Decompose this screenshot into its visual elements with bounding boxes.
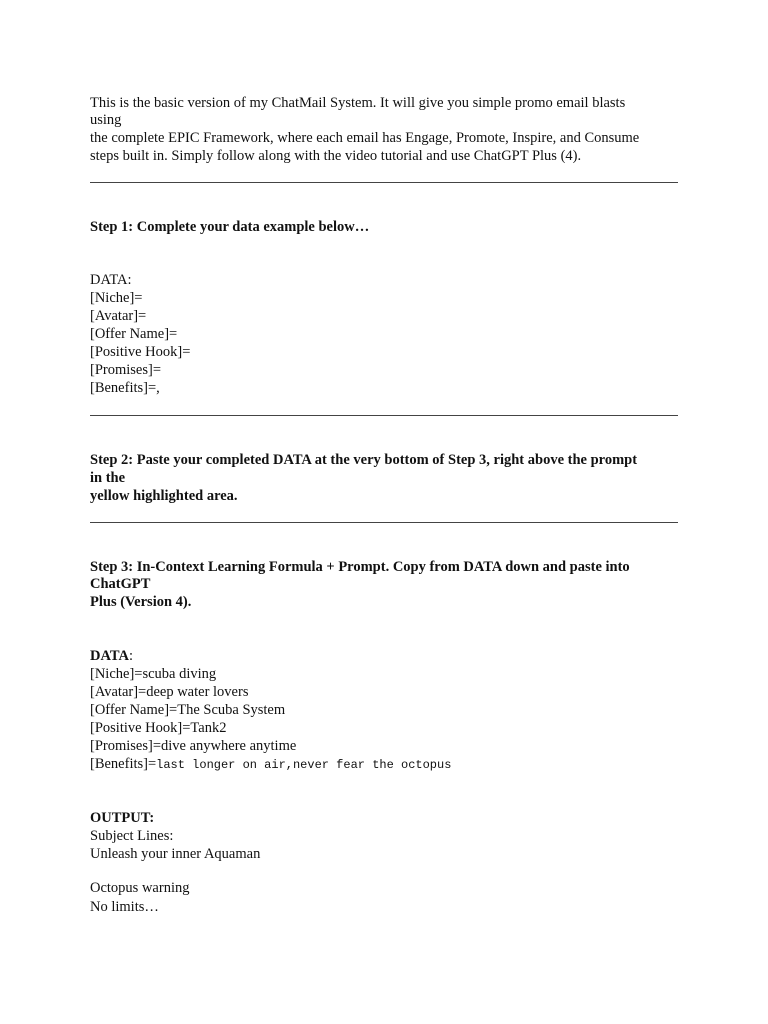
- subject-line: Unleash your inner Aquaman: [90, 846, 261, 862]
- step1-heading: Step 1: Complete your data example below…: [90, 219, 370, 235]
- step3-line-1: Step 3: In-Context Learning Formula + Prompt. Copy from DATA down and paste into: [90, 559, 630, 575]
- example-data-colon: :: [128, 648, 133, 664]
- step1-field-niche: [Niche]=: [90, 290, 143, 306]
- example-field-promises: [Promises]=dive anywhere anytime: [90, 738, 297, 754]
- output-label: OUTPUT:: [90, 810, 155, 826]
- divider: [90, 522, 678, 523]
- subject-lines-label: Subject Lines:: [90, 828, 174, 844]
- divider: [90, 182, 678, 183]
- step1-field-benefits: [Benefits]=,: [90, 380, 160, 396]
- subject-line: Octopus warning: [90, 880, 190, 896]
- subject-line: No limits…: [90, 899, 159, 915]
- step1-data-label: DATA:: [90, 272, 132, 288]
- step2-line-1: Step 2: Paste your completed DATA at the very bottom of Step 3, right above the prompt: [90, 452, 638, 468]
- step3-line-2: ChatGPT: [90, 576, 151, 592]
- step1-field-positive-hook: [Positive Hook]=: [90, 344, 191, 360]
- step1-field-avatar: [Avatar]=: [90, 308, 147, 324]
- step3-line-3: Plus (Version 4).: [90, 594, 192, 610]
- step2-line-3: yellow highlighted area.: [90, 488, 238, 504]
- intro-line-3: the complete EPIC Framework, where each email has Engage, Promote, Inspire, and Consume: [90, 130, 640, 146]
- example-field-niche: [Niche]=scuba diving: [90, 666, 217, 682]
- divider: [90, 415, 678, 416]
- example-benefits-value: last longer on air,never fear the octopus: [156, 758, 452, 772]
- example-data-label: [90, 647, 133, 665]
- example-field-benefits: [90, 755, 451, 774]
- intro-line-2: using: [90, 112, 122, 128]
- example-benefits-key: [Benefits]=: [90, 756, 157, 772]
- step1-field-offer-name: [Offer Name]=: [90, 326, 178, 342]
- intro-line-1: This is the basic version of my ChatMail System. It will give you simple promo email blasts: [90, 95, 626, 111]
- example-field-avatar: [Avatar]=deep water lovers: [90, 684, 249, 700]
- step2-line-2: in the: [90, 470, 126, 486]
- example-field-positive-hook: [Positive Hook]=Tank2: [90, 720, 227, 736]
- intro-line-4: steps built in. Simply follow along with the video tutorial and use ChatGPT Plus (4).: [90, 148, 582, 164]
- step1-field-promises: [Promises]=: [90, 362, 162, 378]
- example-data-label-text: DATA: [90, 648, 129, 664]
- example-field-offer-name: [Offer Name]=The Scuba System: [90, 702, 286, 718]
